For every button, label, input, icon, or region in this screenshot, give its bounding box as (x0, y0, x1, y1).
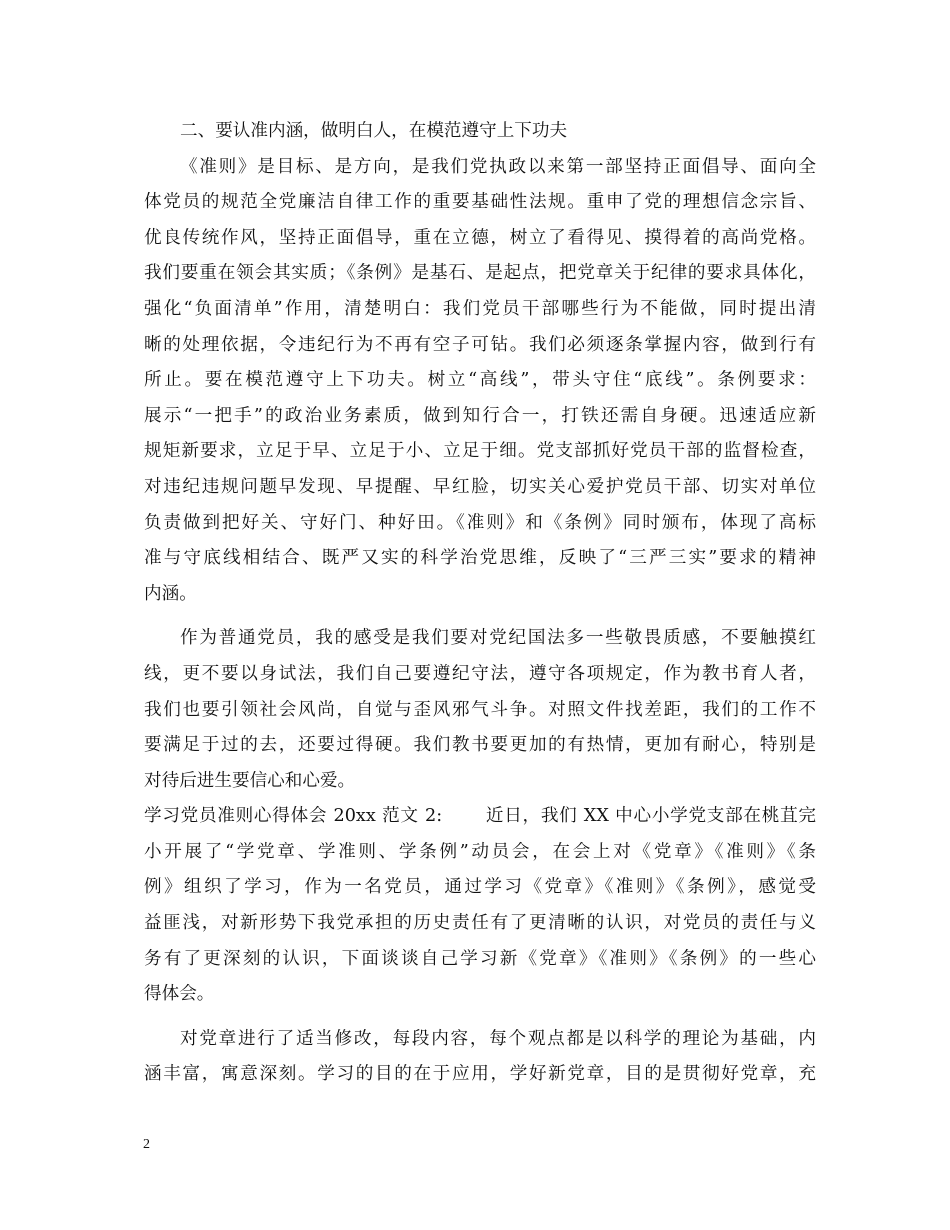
text-line: 务有了更深刻的认识，下面谈谈自己学习新《党章》《准则》《条例》的一些心 (144, 948, 816, 969)
text-line: 强化“负面清单”作用，清楚明白：我们党员干部哪些行为不能做，同时提出清 (144, 298, 816, 319)
text-line: 所止。要在模范遵守上下功夫。树立“高线”，带头守住“底线”。条例要求： (144, 370, 816, 391)
text-line: 展示“一把手”的政治业务素质，做到知行合一，打铁还需自身硬。迅速适应新 (144, 405, 816, 426)
document-body (144, 114, 816, 1093)
text-line: 晰的处理依据，令违纪行为不再有空子可钻。我们必须逐条掌握内容，做到行有 (144, 334, 816, 355)
page-number: 2 (143, 1137, 150, 1152)
text-line: 规矩新要求，立足于早、立足于小、立足于细。党支部抓好党员干部的监督检查， (144, 441, 816, 462)
text-line: 二、要认准内涵，做明白人，在模范遵守上下功夫 (180, 121, 568, 141)
text-line: 负责做到把好关、守好门、种好田。《准则》和《条例》同时颁布，体现了高标 (144, 512, 816, 533)
text-line: 要满足于过的去，还要过得硬。我们教书要更加的有热情，更加有耐心，特别是 (144, 735, 816, 756)
paragraph (144, 621, 816, 799)
text-line: 准与守底线相结合、既严又实的科学治党思维，反映了“三严三实”要求的精神 (144, 548, 816, 569)
text-line: 小开展了“学党章、学准则、学条例”动员会，在会上对《党章》《准则》《条 (144, 841, 816, 862)
text-line: 内涵。 (144, 583, 197, 604)
text-line: 对违纪违规问题早发现、早提醒、早红脸，切实关心爱护党员干部、切实对单位 (144, 476, 816, 497)
text-line: 涵丰富，寓意深刻。学习的目的在于应用，学好新党章，目的是贯彻好党章，充 (144, 1064, 816, 1085)
text-line: 益匪浅，对新形势下我党承担的历史责任有了更清晰的认识，对党员的责任与义 (144, 913, 816, 934)
text-line: 优良传统作风，坚持正面倡导，重在立德，树立了看得见、摸得着的高尚党格。 (144, 227, 816, 248)
paragraph (144, 799, 816, 1013)
text-line: 我们也要引领社会风尚，自觉与歪风邪气斗争。对照文件找差距，我们的工作不 (144, 699, 816, 720)
text-line: 对待后进生要信心和心爱。 (144, 770, 356, 791)
text-line: 对党章进行了适当修改，每段内容，每个观点都是以科学的理论为基础，内 (180, 1028, 816, 1049)
paragraph (144, 1022, 816, 1093)
text-line: 学习党员准则心得体会 20xx 范文 2: 近日，我们 XX 中心小学党支部在桃苴完 (144, 806, 816, 827)
text-line: 作为普通党员，我的感受是我们要对党纪国法多一些敬畏质感，不要触摸红 (180, 628, 816, 649)
text-line: 线，更不要以身试法，我们自己要遵纪守法，遵守各项规定，作为教书育人者， (144, 663, 816, 684)
text-line: 《准则》是目标、是方向，是我们党执政以来第一部坚持正面倡导、面向全 (180, 156, 816, 177)
text-line: 得体会。 (144, 984, 215, 1005)
text-line: 我们要重在领会其实质；《条例》是基石、是起点，把党章关于纪律的要求具体化， (144, 263, 816, 284)
text-line: 例》组织了学习，作为一名党员，通过学习《党章》《准则》《条例》，感觉受 (144, 877, 816, 898)
paragraph-heading (144, 114, 816, 150)
text-line: 体党员的规范全党廉洁自律工作的重要基础性法规。重申了党的理想信念宗旨、 (144, 192, 816, 213)
paragraph (144, 150, 816, 613)
